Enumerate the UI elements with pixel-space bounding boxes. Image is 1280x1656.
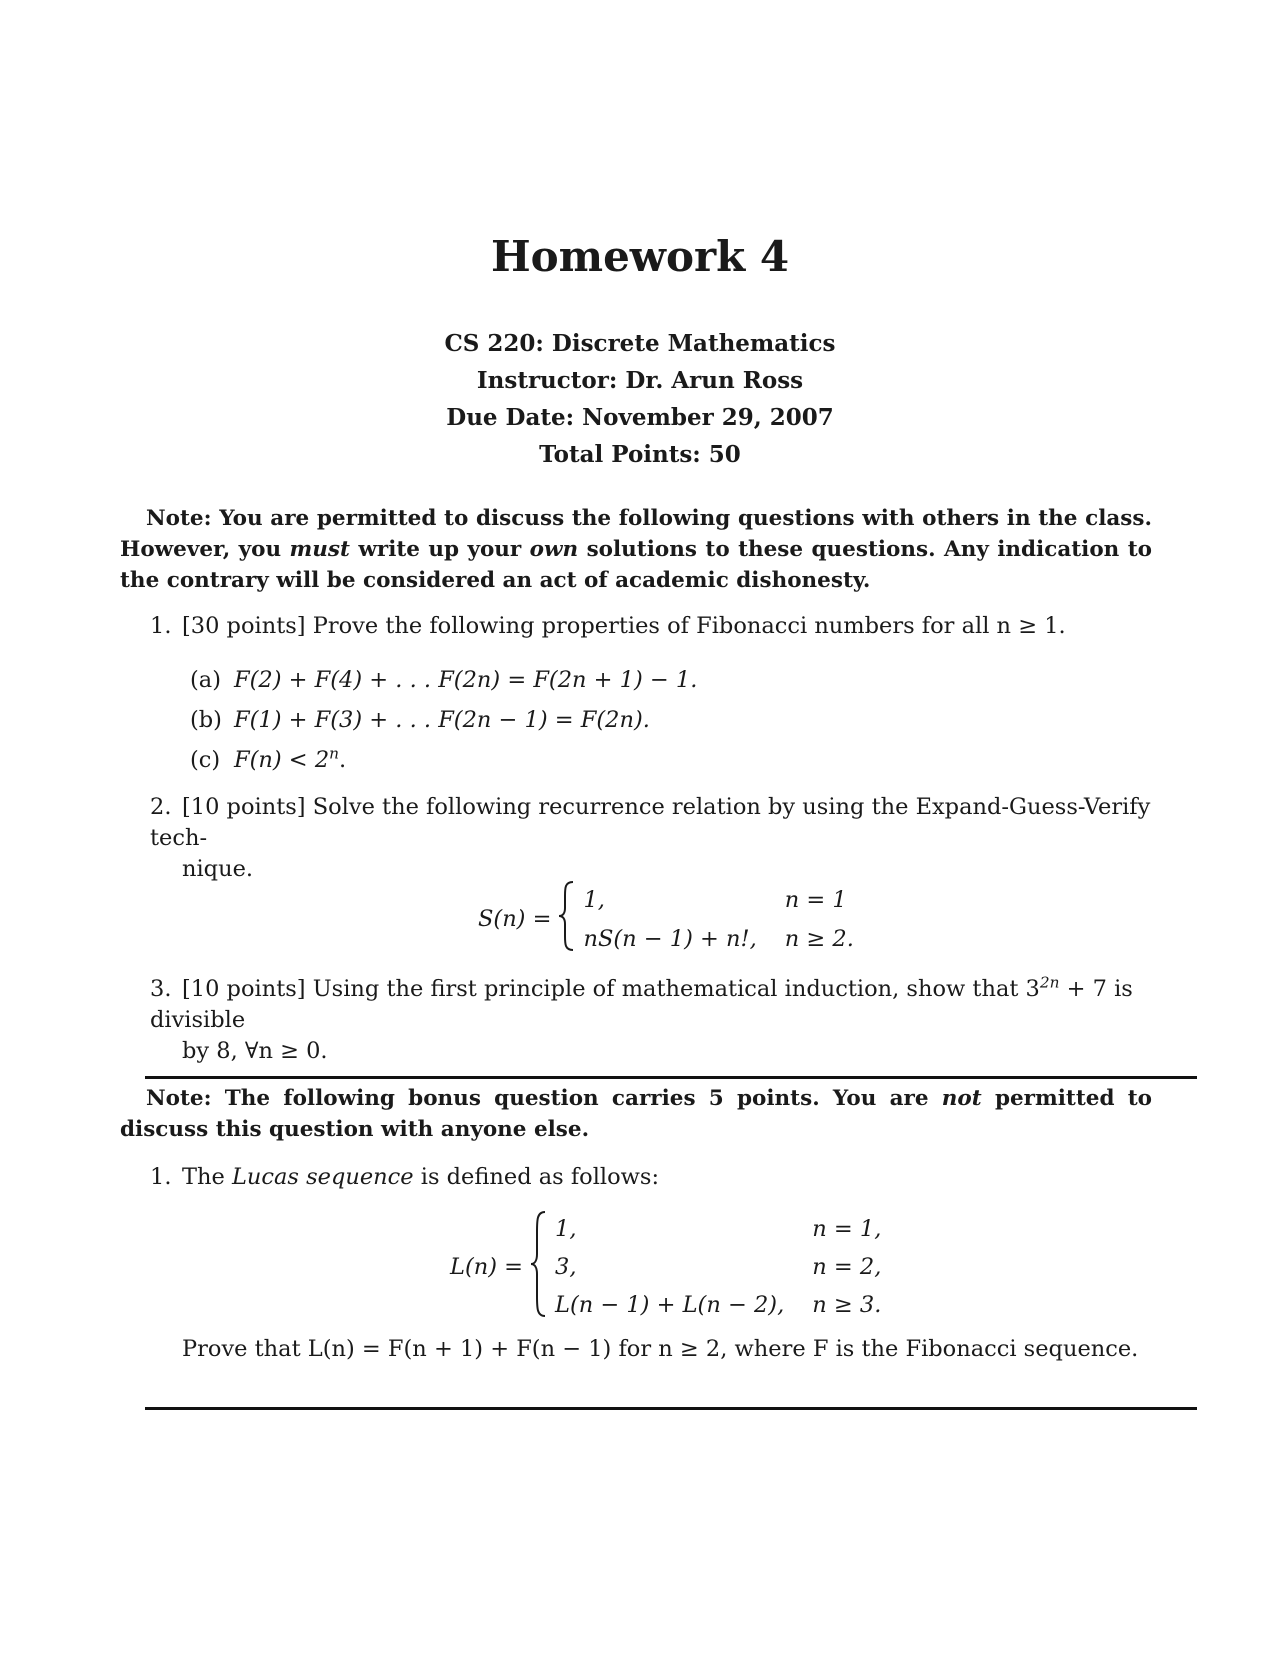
question-1 (150, 611, 1152, 642)
question-text: [30 points] Prove the following properties of Fibonacci numbers for all n ≥ 1. (182, 613, 1066, 639)
due-date-line: Due Date: November 29, 2007 (446, 404, 834, 431)
question-2: 2. [10 points] Solve the following recurrence relation by using the Expand-Guess-Verify tech- nique. (150, 794, 1151, 882)
question-number: 1. (150, 613, 172, 639)
part-c: (c) $F(n) < 2^n$. (190, 744, 347, 773)
left-brace (529, 1210, 555, 1324)
total-points-line: Total Points: 50 (539, 441, 741, 468)
case-expr-1: 1, (583, 886, 605, 913)
lucas-equation (450, 1210, 881, 1324)
question-number: 1. (150, 1164, 172, 1190)
bonus-note: Note: The following bonus question carries 5 points. You are not permitted to discuss this question with anyone else. (120, 1086, 1152, 1142)
case-cond-2: n ≥ 2. (784, 925, 854, 952)
emphasis-must: must (289, 537, 350, 562)
section-divider (145, 1076, 1197, 1079)
emphasis-not: not (941, 1086, 982, 1111)
equation-lhs: L(n) = (450, 1254, 523, 1280)
question-number: 2. (150, 794, 172, 820)
part-b: (b) F(1) + F(3) + . . . F(2n − 1) = F(2n). (190, 707, 650, 733)
case-cond-2: n = 2, (812, 1254, 882, 1280)
part-a: (a) F(2) + F(4) + . . . F(2n) = F(2n + 1) − 1. (190, 667, 698, 693)
lucas-term: Lucas sequence (231, 1164, 414, 1190)
bottom-divider (145, 1407, 1197, 1410)
bonus-prove-statement: Prove that L(n) = F(n + 1) + F(n − 1) for n ≥ 2, where F is the Fibonacci sequence. (182, 1336, 1139, 1362)
question-1-parts (190, 660, 697, 780)
course-line: CS 220: Discrete Mathematics (444, 330, 836, 357)
case-expr-2: 3, (555, 1254, 577, 1280)
brace-icon (557, 880, 575, 952)
case-expr-2: nS(n − 1) + n!, (583, 925, 757, 952)
note-lead: Note: (146, 1086, 212, 1111)
recurrence-equation (478, 880, 854, 958)
equation-lhs: S(n) = (478, 906, 552, 932)
question-3: 3. [10 points] Using the first principle of mathematical induction, show that $3^{2n} + 7$ is divisible by 8, ∀n ≥ 0. (150, 973, 1133, 1064)
collaboration-note: Note: You are permitted to discuss the following questions with others in the class. However, you must write up your own solutions to these questions. Any indication to the contrary will be considered an act of academic dishonesty. (120, 506, 1152, 593)
case-cond-1: n = 1, (812, 1216, 882, 1242)
left-brace (557, 880, 583, 958)
brace-icon (529, 1210, 547, 1318)
instructor-line: Instructor: Dr. Arun Ross (476, 367, 804, 394)
case-cond-1: n = 1 (784, 886, 847, 913)
emphasis-own: own (529, 537, 579, 562)
case-expr-1: 1, (555, 1216, 577, 1242)
bonus-question: 1. The Lucas sequence is defined as follows: (150, 1162, 1152, 1193)
case-expr-3: L(n − 1) + L(n − 2), (555, 1292, 785, 1318)
page-title: Homework 4 (490, 232, 790, 281)
header-block (0, 325, 1280, 473)
note-lead: Note: (146, 506, 212, 531)
question-text: [10 points] Solve the following recurrence relation by using the Expand-Guess-Verify tech- (150, 794, 1151, 851)
question-number: 3. (150, 976, 172, 1002)
case-cond-3: n ≥ 3. (812, 1292, 882, 1318)
